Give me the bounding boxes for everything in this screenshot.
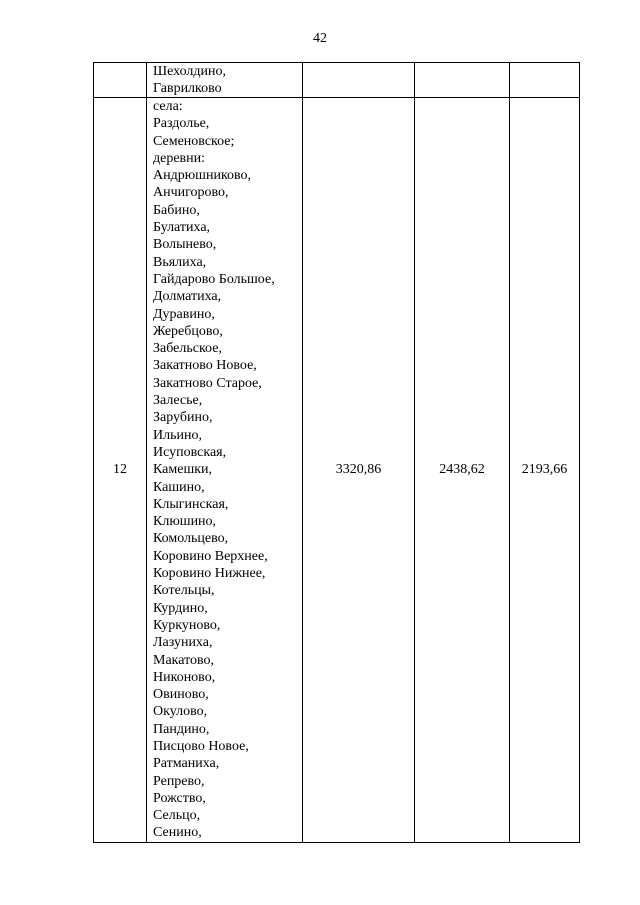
- settlement-name: Булатиха,: [153, 220, 211, 236]
- settlement-name: Шехолдино,: [153, 64, 227, 79]
- settlement-name: Окулово,: [153, 704, 208, 720]
- settlements-table: [93, 62, 580, 843]
- value-cell-2: 2438,62: [415, 98, 510, 843]
- settlements-cell: [147, 63, 303, 98]
- settlement-name: Коровино Верхнее,: [153, 548, 268, 564]
- settlement-name: Овиново,: [153, 687, 209, 703]
- settlement-name: Котельцы,: [153, 583, 215, 599]
- value-cell-1: 3320,86: [303, 98, 415, 843]
- settlement-name: Вьялиха,: [153, 254, 207, 270]
- settlement-name: Залесье,: [153, 393, 203, 409]
- settlement-name: Жеребцово,: [153, 323, 223, 339]
- settlement-name: Макатово,: [153, 652, 215, 668]
- settlement-name: Курдино,: [153, 600, 208, 616]
- row-number-cell: 12: [94, 98, 147, 843]
- settlements-cell: [147, 98, 303, 843]
- settlement-name: Никоново,: [153, 669, 216, 685]
- settlement-name: Дуравино,: [153, 306, 215, 322]
- settlement-name: Комольцево,: [153, 531, 229, 547]
- settlement-name: Лазуниха,: [153, 635, 213, 651]
- settlement-name: Гаврилково: [153, 81, 222, 96]
- settlement-name: Анчигорово,: [153, 185, 229, 201]
- settlement-name: Забельское,: [153, 341, 222, 357]
- settlement-name: села:: [153, 99, 183, 114]
- settlement-name: Камешки,: [153, 462, 213, 478]
- settlement-name: Рожство,: [153, 790, 206, 806]
- settlement-name: Зарубино,: [153, 410, 213, 426]
- settlement-name: деревни:: [153, 150, 206, 166]
- settlement-name: Закатново Старое,: [153, 375, 262, 391]
- row-number-cell: [94, 63, 147, 98]
- settlement-name: Долматиха,: [153, 289, 222, 305]
- table-row: [94, 63, 580, 98]
- settlement-name: Закатново Новое,: [153, 358, 257, 374]
- settlement-name: Коровино Нижнее,: [153, 566, 266, 582]
- settlement-name: Куркуново,: [153, 617, 221, 633]
- settlement-name: Репрево,: [153, 773, 205, 789]
- settlement-name: Андрюшниково,: [153, 168, 252, 184]
- settlement-name: Сенино,: [153, 825, 202, 841]
- settlement-name: Гайдарово Большое,: [153, 271, 275, 287]
- settlement-name: Клыгинская,: [153, 496, 229, 512]
- value-cell-3: [510, 63, 580, 98]
- settlement-name: Клюшино,: [153, 514, 217, 530]
- page-number: 42: [313, 31, 327, 46]
- settlement-name: Бабино,: [153, 202, 200, 218]
- settlement-name: Волынево,: [153, 237, 217, 253]
- settlement-name: Исуповская,: [153, 444, 227, 460]
- value-cell-1: [303, 63, 415, 98]
- settlement-name: Раздолье,: [153, 116, 210, 132]
- settlement-name: Кашино,: [153, 479, 205, 495]
- settlement-name: Сельцо,: [153, 808, 201, 824]
- settlement-name: Ратманиха,: [153, 756, 220, 772]
- settlement-name: Ильино,: [153, 427, 202, 443]
- value-cell-2: [415, 63, 510, 98]
- settlement-name: Семеновское;: [153, 133, 235, 149]
- value-cell-3: 2193,66: [510, 98, 580, 843]
- table-row: [94, 98, 580, 843]
- settlement-name: Пандино,: [153, 721, 210, 737]
- settlement-name: Писцово Новое,: [153, 738, 249, 754]
